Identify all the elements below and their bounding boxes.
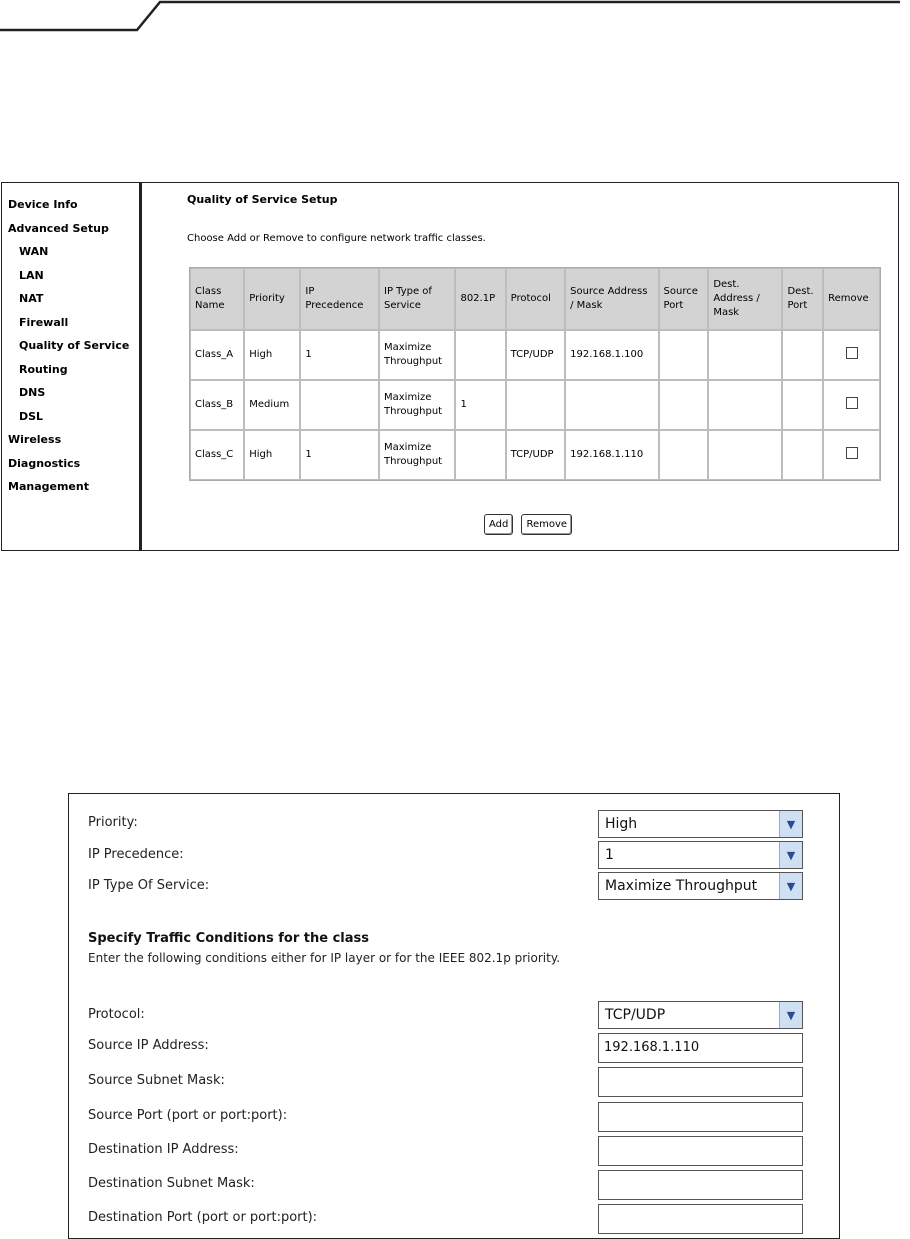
sidebar-item-nat[interactable]: NAT (19, 292, 44, 305)
cell-dest-address (708, 380, 782, 430)
qos-main-panel (187, 183, 898, 550)
source-subnet-mask-input[interactable] (598, 1067, 803, 1097)
cell-dest-port (782, 430, 823, 480)
sidebar-item-lan[interactable]: LAN (19, 268, 44, 282)
cell-8021p (455, 330, 505, 380)
destination-ip-label: Destination IP Address: (88, 1142, 239, 1157)
protocol-select[interactable] (598, 1001, 803, 1029)
cell-dest-address (708, 330, 782, 380)
cell-dest-address (708, 430, 782, 480)
ip-precedence-value: 1 (605, 847, 614, 863)
cell-class-name: Class_A (190, 330, 244, 380)
cell-source-address: 192.168.1.110 (565, 430, 658, 480)
remove-checkbox[interactable] (846, 397, 858, 409)
column-header: Protocol (506, 268, 565, 330)
cell-class-name: Class_B (190, 380, 244, 430)
cell-dest-port (782, 330, 823, 380)
column-header: IP Type of Service (379, 268, 455, 330)
cell-protocol: TCP/UDP (506, 330, 565, 380)
chevron-down-icon: ▼ (779, 1002, 802, 1028)
destination-port-label: Destination Port (port or port:port): (88, 1210, 318, 1225)
cell-protocol (506, 380, 565, 430)
page-header-line (0, 0, 910, 40)
cell-ip-tos: Maximize Throughput (379, 330, 455, 380)
protocol-value: TCP/UDP (605, 1007, 666, 1023)
sidebar-item-device-info[interactable]: Device Info (8, 198, 78, 211)
sidebar-item-quality-of-service[interactable]: Quality of Service (19, 339, 130, 352)
cell-source-address: 192.168.1.100 (565, 330, 658, 380)
cell-source-port (659, 430, 709, 480)
sidebar-item-wireless[interactable]: Wireless (8, 433, 62, 446)
cell-priority: Medium (244, 380, 300, 430)
source-port-label: Source Port (port or port:port): (88, 1108, 288, 1123)
sidebar-item-management[interactable]: Management (8, 480, 89, 493)
table-row (190, 430, 880, 480)
cell-remove (823, 380, 880, 430)
column-header: Priority (244, 268, 300, 330)
cell-ip-tos: Maximize Throughput (379, 380, 455, 430)
column-header: Dest. Address / Mask (708, 268, 782, 330)
cell-remove (823, 430, 880, 480)
column-header: Source Address / Mask (565, 268, 658, 330)
cell-dest-port (782, 380, 823, 430)
sidebar-item-advanced-setup[interactable]: Advanced Setup (8, 221, 109, 235)
table-row (190, 380, 880, 430)
chevron-down-icon: ▼ (779, 873, 802, 899)
page-description: Choose Add or Remove to configure network traffic classes. (187, 233, 486, 244)
sidebar-item-dns[interactable]: DNS (19, 386, 46, 399)
source-ip-input[interactable]: 192.168.1.110 (598, 1033, 803, 1063)
source-port-input[interactable] (598, 1102, 803, 1132)
ip-tos-select[interactable] (598, 872, 803, 900)
destination-subnet-mask-label: Destination Subnet Mask: (88, 1176, 255, 1191)
cell-source-port (659, 330, 709, 380)
sidebar-nav (2, 183, 142, 550)
cell-8021p (455, 430, 505, 480)
cell-remove (823, 330, 880, 380)
priority-value: High (605, 816, 638, 832)
qos-class-form-screenshot (68, 793, 840, 1239)
ip-precedence-label: IP Precedence: (88, 847, 184, 862)
qos-class-table (189, 267, 881, 481)
cell-class-name: Class_C (190, 430, 244, 480)
column-header: Class Name (190, 268, 244, 330)
cell-ip-precedence: 1 (300, 330, 379, 380)
ip-precedence-select[interactable] (598, 841, 803, 869)
cell-priority: High (244, 330, 300, 380)
source-subnet-mask-label: Source Subnet Mask: (88, 1073, 225, 1088)
cell-ip-precedence: 1 (300, 430, 379, 480)
qos-setup-screenshot (1, 182, 899, 551)
remove-button[interactable]: Remove (521, 514, 572, 535)
sidebar-item-dsl[interactable]: DSL (19, 409, 44, 423)
source-ip-label: Source IP Address: (88, 1038, 209, 1053)
sidebar-item-wan[interactable]: WAN (19, 245, 49, 258)
qos-button-row (484, 512, 575, 535)
traffic-conditions-title: Specify Traffic Conditions for the class (88, 931, 370, 946)
sidebar-item-routing[interactable]: Routing (19, 362, 68, 376)
cell-source-port (659, 380, 709, 430)
priority-select[interactable] (598, 810, 803, 838)
destination-ip-input[interactable] (598, 1136, 803, 1166)
chevron-down-icon: ▼ (779, 811, 802, 837)
chevron-down-icon: ▼ (779, 842, 802, 868)
destination-subnet-mask-input[interactable] (598, 1170, 803, 1200)
page-title: Quality of Service Setup (187, 193, 338, 206)
cell-8021p: 1 (455, 380, 505, 430)
cell-source-address (565, 380, 658, 430)
priority-label: Priority: (88, 815, 138, 830)
cell-ip-precedence (300, 380, 379, 430)
destination-port-input[interactable] (598, 1204, 803, 1234)
sidebar-item-firewall[interactable]: Firewall (19, 315, 69, 329)
protocol-label: Protocol: (88, 1007, 145, 1022)
column-header: IP Precedence (300, 268, 379, 330)
column-header: 802.1P (455, 268, 505, 330)
cell-priority: High (244, 430, 300, 480)
column-header: Remove (823, 268, 880, 330)
table-header-row (190, 268, 880, 330)
column-header: Source Port (659, 268, 709, 330)
sidebar-item-diagnostics[interactable]: Diagnostics (8, 456, 81, 470)
add-button[interactable]: Add (484, 514, 513, 535)
ip-tos-value: Maximize Throughput (605, 878, 758, 894)
traffic-conditions-description: Enter the following conditions either for IP layer or for the IEEE 802.1p priority. (88, 951, 561, 965)
ip-tos-label: IP Type Of Service: (88, 878, 210, 893)
cell-ip-tos: Maximize Throughput (379, 430, 455, 480)
cell-protocol: TCP/UDP (506, 430, 565, 480)
remove-checkbox[interactable] (846, 447, 858, 459)
column-header: Dest. Port (782, 268, 823, 330)
table-row (190, 330, 880, 380)
remove-checkbox[interactable] (846, 347, 858, 359)
